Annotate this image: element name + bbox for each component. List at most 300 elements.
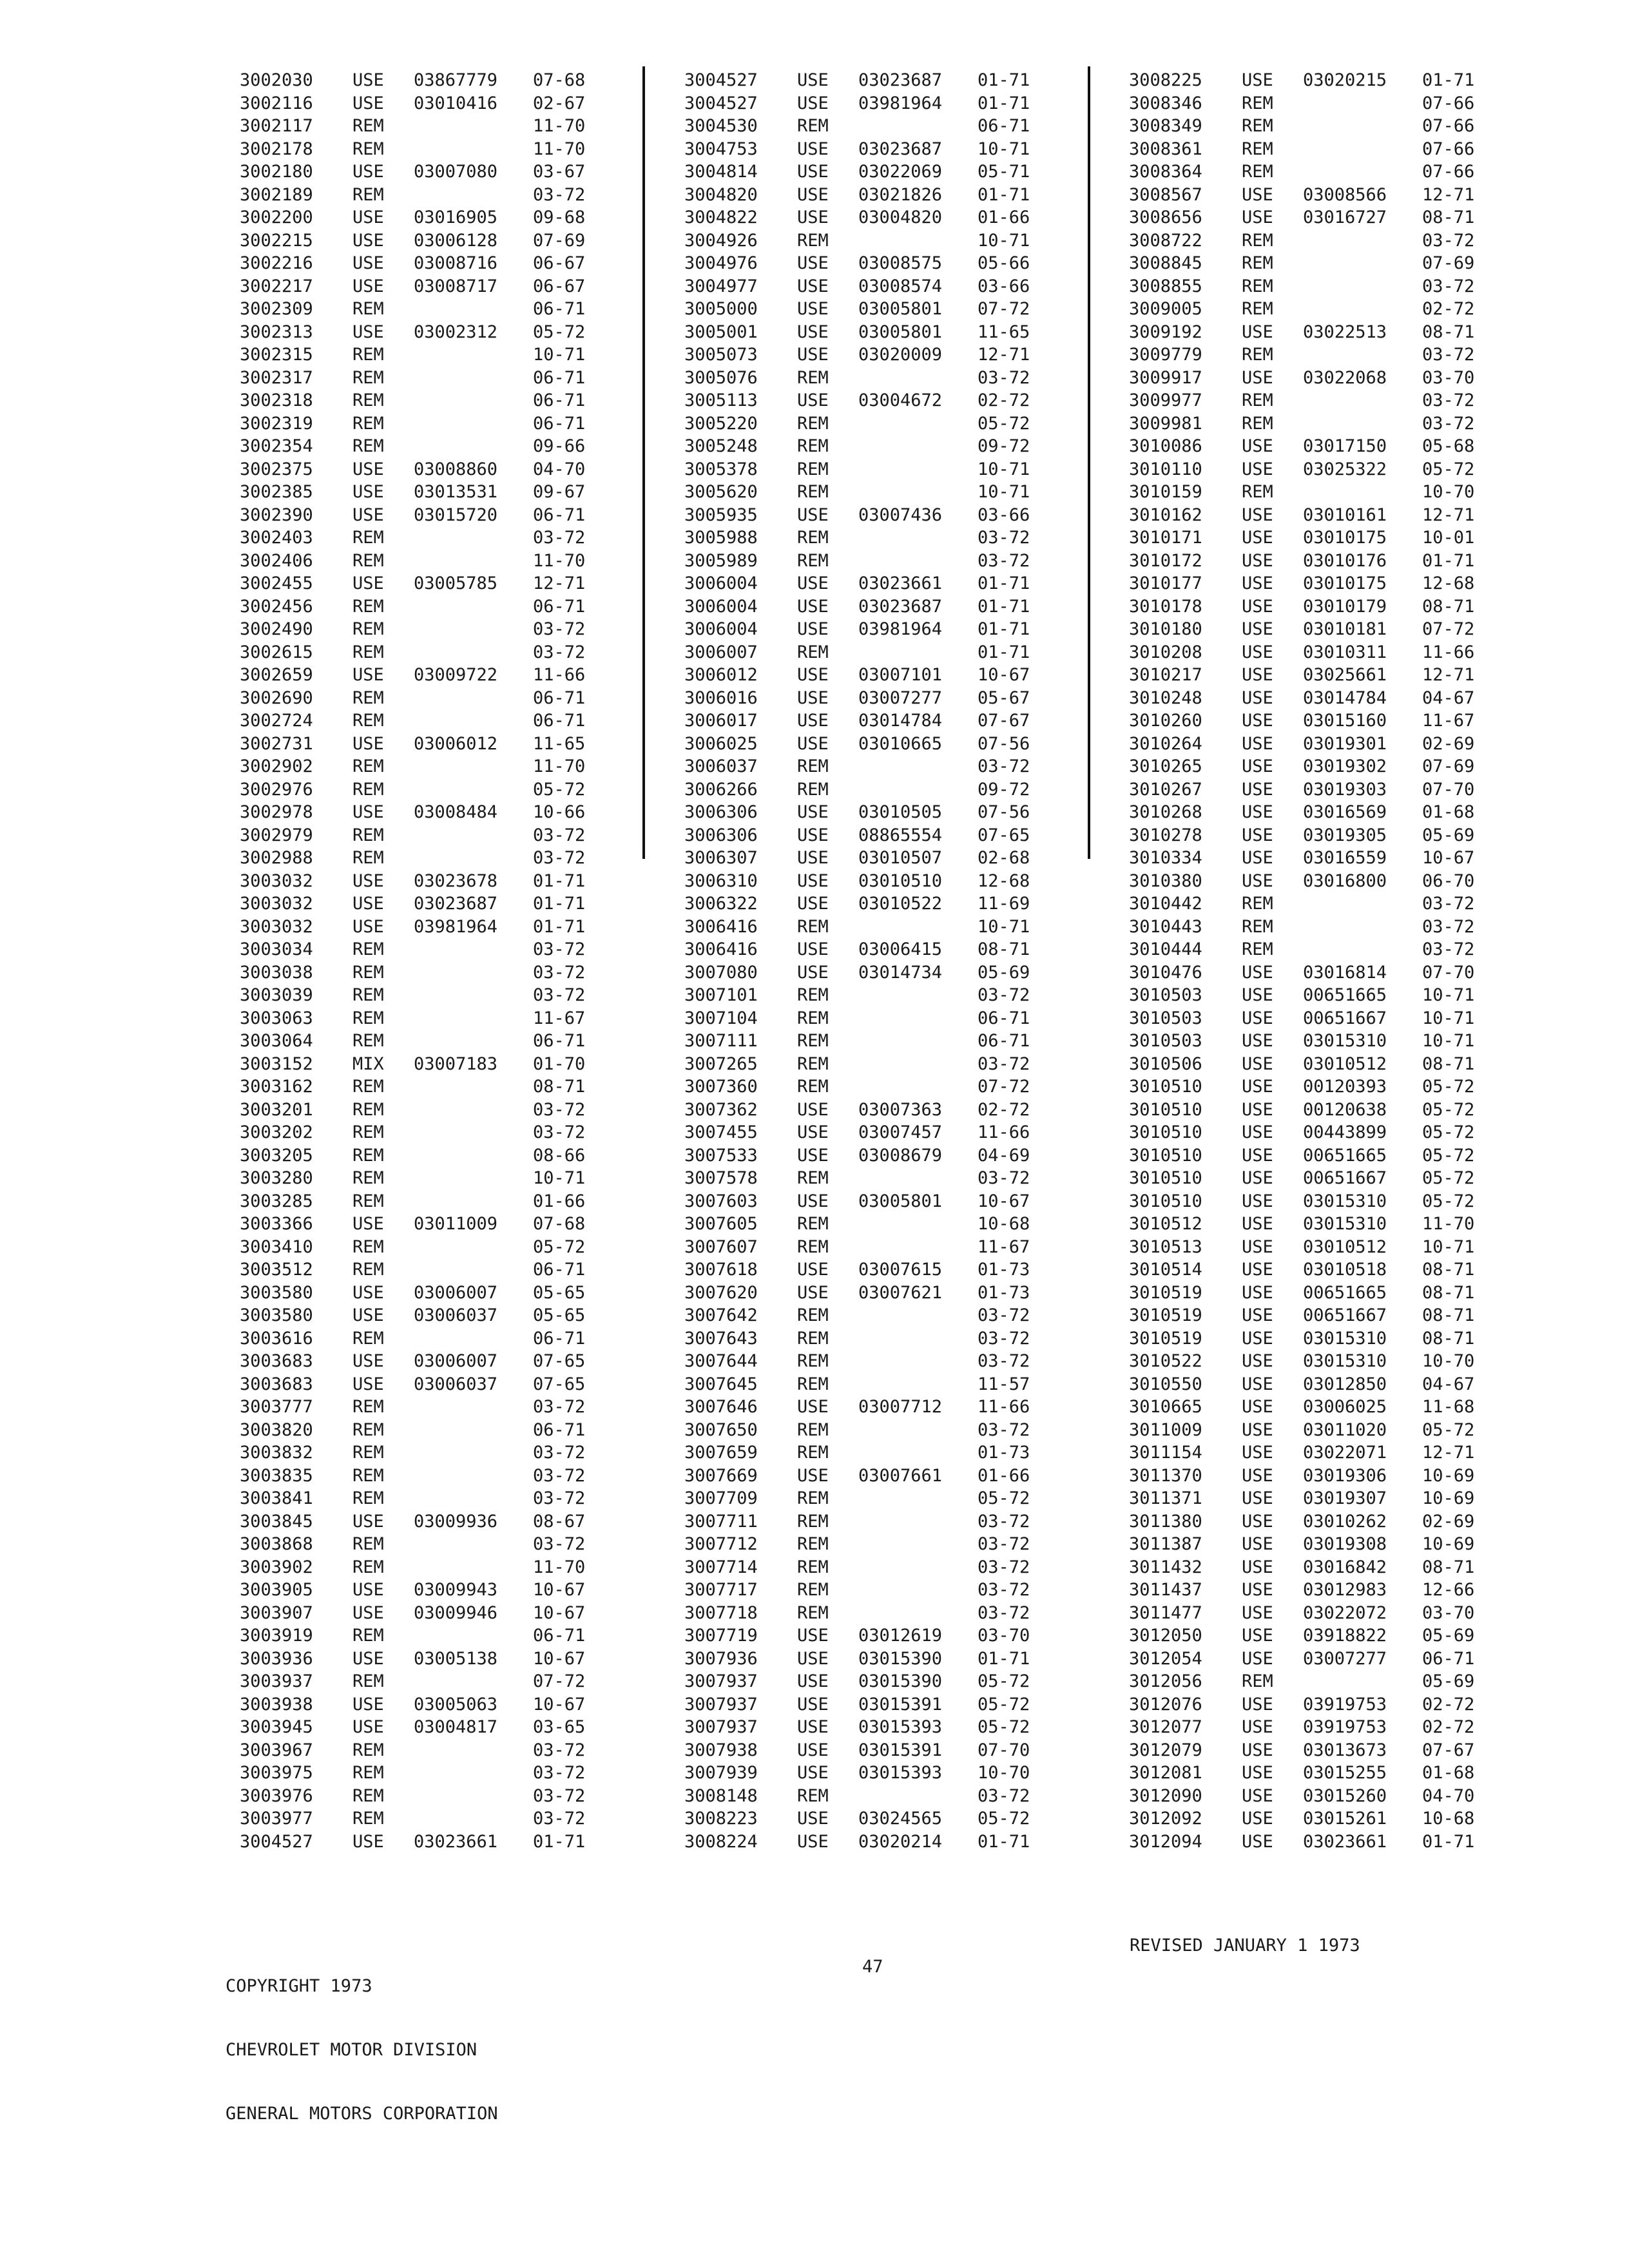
part-number: 3010180 (1129, 619, 1202, 639)
parts-entry-row (1129, 1396, 1516, 1419)
part-number: 3002216 (240, 253, 313, 273)
effective-date: 10-67 (978, 665, 1030, 685)
part-number: 3007711 (684, 1511, 758, 1532)
effective-date: 01-71 (978, 619, 1030, 639)
parts-entry-row (1129, 618, 1516, 641)
action-code: REM (352, 1168, 384, 1188)
column-divider (1088, 66, 1090, 859)
parts-entry-row (1129, 343, 1516, 367)
part-number: 3010510 (1129, 1168, 1202, 1188)
action-code: USE (797, 253, 829, 273)
parts-entry-row (1129, 412, 1516, 436)
part-number: 3009005 (1129, 299, 1202, 319)
effective-date: 01-71 (978, 1648, 1030, 1669)
parts-entry-row (240, 984, 626, 1007)
parts-entry-row (1129, 389, 1516, 412)
replacement-part-number: 03008484 (414, 802, 498, 822)
replacement-part-number: 03010507 (858, 848, 943, 868)
effective-date: 07-66 (1422, 139, 1475, 159)
parts-entry-row (684, 1670, 1071, 1693)
effective-date: 05-71 (978, 162, 1030, 182)
effective-date: 03-72 (978, 528, 1030, 548)
part-number: 3010550 (1129, 1374, 1202, 1394)
replacement-part-number: 03005801 (858, 322, 943, 342)
revised-date: REVISED JANUARY 1 1973 (1130, 1936, 1360, 1956)
action-code: REM (352, 1809, 384, 1829)
action-code: REM (797, 1580, 829, 1600)
effective-date: 03-72 (978, 1168, 1030, 1188)
replacement-part-number: 03006025 (1303, 1397, 1387, 1417)
parts-entry-row (1129, 1030, 1516, 1053)
action-code: REM (352, 550, 384, 571)
part-number: 3008225 (1129, 70, 1202, 90)
effective-date: 10-71 (1422, 1031, 1475, 1051)
parts-entry-row (1129, 572, 1516, 595)
effective-date: 05-72 (978, 1717, 1030, 1737)
replacement-part-number: 03005801 (858, 1191, 943, 1211)
action-code: USE (1242, 1282, 1273, 1303)
parts-entry-row (684, 1785, 1071, 1808)
action-code: USE (1242, 825, 1273, 845)
replacement-part-number: 03008566 (1303, 184, 1387, 205)
action-code: USE (1242, 1831, 1273, 1852)
action-code: REM (352, 962, 384, 983)
effective-date: 11-66 (533, 665, 586, 685)
parts-entry-row (240, 1007, 626, 1030)
effective-date: 06-71 (533, 1626, 586, 1646)
replacement-part-number: 03016559 (1303, 848, 1387, 868)
effective-date: 03-72 (1422, 345, 1475, 365)
part-number: 3008148 (684, 1785, 758, 1806)
effective-date: 01-71 (978, 573, 1030, 593)
effective-date: 03-66 (978, 505, 1030, 525)
effective-date: 07-68 (533, 1214, 586, 1234)
replacement-part-number: 03007457 (858, 1122, 943, 1142)
effective-date: 01-71 (533, 1831, 586, 1852)
parts-entry-row (684, 1327, 1071, 1350)
part-number: 3008346 (1129, 93, 1202, 113)
action-code: USE (797, 802, 829, 822)
parts-entry-row (684, 1030, 1071, 1053)
action-code: USE (1242, 802, 1273, 822)
parts-entry-row (240, 1602, 626, 1625)
action-code: USE (352, 665, 384, 685)
part-number: 3006004 (684, 573, 758, 593)
replacement-part-number: 03023687 (858, 70, 943, 90)
action-code: USE (1242, 1099, 1273, 1120)
action-code: REM (797, 413, 829, 434)
replacement-part-number: 03015310 (1303, 1328, 1387, 1349)
parts-entry-row (1129, 595, 1516, 619)
effective-date: 03-72 (978, 1557, 1030, 1577)
effective-date: 03-72 (978, 550, 1030, 571)
parts-entry-row (240, 1327, 626, 1350)
part-number: 3002724 (240, 711, 313, 731)
parts-entry-row (684, 641, 1071, 664)
replacement-part-number: 03015260 (1303, 1785, 1387, 1806)
part-number: 3003835 (240, 1465, 313, 1486)
replacement-part-number: 03008574 (858, 276, 943, 296)
replacement-part-number: 03010522 (858, 894, 943, 914)
part-number: 3007618 (684, 1260, 758, 1280)
action-code: USE (352, 894, 384, 914)
effective-date: 07-68 (533, 70, 586, 90)
part-number: 3002976 (240, 779, 313, 800)
action-code: REM (352, 848, 384, 868)
part-number: 3010172 (1129, 550, 1202, 571)
part-number: 3003967 (240, 1740, 313, 1760)
action-code: USE (352, 573, 384, 593)
parts-entry-row (684, 984, 1071, 1007)
action-code: USE (352, 230, 384, 251)
replacement-part-number: 03008860 (414, 459, 498, 479)
replacement-part-number: 03013673 (1303, 1740, 1387, 1760)
part-number: 3012081 (1129, 1763, 1202, 1783)
parts-entry-row (1129, 1213, 1516, 1236)
part-number: 3010512 (1129, 1214, 1202, 1234)
part-number: 3006307 (684, 848, 758, 868)
part-number: 3007607 (684, 1236, 758, 1257)
action-code: USE (797, 505, 829, 525)
part-number: 3010278 (1129, 825, 1202, 845)
effective-date: 12-71 (978, 345, 1030, 365)
part-number: 3004926 (684, 230, 758, 251)
parts-entry-row (1129, 1739, 1516, 1762)
action-code: USE (1242, 779, 1273, 800)
effective-date: 01-68 (1422, 1763, 1475, 1783)
action-code: REM (352, 1626, 384, 1646)
part-number: 3010178 (1129, 596, 1202, 617)
part-number: 3010514 (1129, 1260, 1202, 1280)
replacement-part-number: 03015390 (858, 1671, 943, 1691)
parts-entry-row (684, 870, 1071, 893)
replacement-part-number: 00651667 (1303, 1305, 1387, 1325)
part-number: 3012056 (1129, 1671, 1202, 1691)
parts-entry-row (240, 1350, 626, 1373)
action-code: USE (1242, 848, 1273, 868)
effective-date: 05-72 (978, 1809, 1030, 1829)
parts-entry-row (240, 1831, 626, 1854)
parts-entry-row (1129, 1350, 1516, 1373)
parts-entry-row (240, 160, 626, 184)
effective-date: 06-71 (533, 596, 586, 617)
parts-column-3 (1129, 69, 1516, 1853)
part-number: 3007659 (684, 1443, 758, 1463)
replacement-part-number: 03005785 (414, 573, 498, 593)
effective-date: 08-71 (1422, 322, 1475, 342)
part-number: 3005378 (684, 459, 758, 479)
part-number: 3005988 (684, 528, 758, 548)
part-number: 3010510 (1129, 1191, 1202, 1211)
action-code: USE (1242, 619, 1273, 639)
part-number: 3008855 (1129, 276, 1202, 296)
parts-entry-row (1129, 321, 1516, 344)
action-code: USE (352, 1214, 384, 1234)
action-code: USE (352, 916, 384, 937)
replacement-part-number: 03015310 (1303, 1191, 1387, 1211)
parts-entry-row (684, 1739, 1071, 1762)
action-code: USE (1242, 1419, 1273, 1440)
action-code: USE (1242, 1717, 1273, 1737)
effective-date: 10-71 (978, 482, 1030, 502)
replacement-part-number: 03023661 (414, 1831, 498, 1852)
part-number: 3003580 (240, 1305, 313, 1325)
parts-entry-row (1129, 1121, 1516, 1144)
action-code: USE (797, 939, 829, 959)
part-number: 3002731 (240, 733, 313, 754)
replacement-part-number: 03016905 (414, 207, 498, 227)
replacement-part-number: 03981964 (414, 916, 498, 937)
parts-entry-row (684, 1510, 1071, 1533)
replacement-part-number: 03008679 (858, 1145, 943, 1166)
part-number: 3010444 (1129, 939, 1202, 959)
parts-entry-row (240, 892, 626, 916)
effective-date: 06-71 (978, 116, 1030, 136)
effective-date: 06-71 (533, 413, 586, 434)
effective-date: 04-69 (978, 1145, 1030, 1166)
part-number: 3002978 (240, 802, 313, 822)
parts-entry-row (1129, 938, 1516, 961)
part-number: 3012077 (1129, 1717, 1202, 1737)
parts-entry-row (240, 367, 626, 390)
parts-entry-row (1129, 1487, 1516, 1510)
action-code: REM (797, 1031, 829, 1051)
part-number: 3002988 (240, 848, 313, 868)
part-number: 3006416 (684, 916, 758, 937)
replacement-part-number: 03015160 (1303, 711, 1387, 731)
parts-entry-row (684, 1053, 1071, 1076)
part-number: 3002375 (240, 459, 313, 479)
effective-date: 03-72 (978, 1580, 1030, 1600)
effective-date: 03-72 (1422, 939, 1475, 959)
part-number: 3011437 (1129, 1580, 1202, 1600)
part-number: 3005076 (684, 367, 758, 388)
parts-entry-row (240, 550, 626, 573)
action-code: USE (352, 322, 384, 342)
parts-entry-row (684, 1075, 1071, 1099)
copyright-line: COPYRIGHT 1973 (226, 1976, 372, 1996)
effective-date: 05-72 (1422, 459, 1475, 479)
action-code: USE (1242, 1236, 1273, 1257)
parts-entry-row (684, 755, 1071, 778)
action-code: USE (1242, 687, 1273, 708)
replacement-part-number: 03021826 (858, 184, 943, 205)
part-number: 3007645 (684, 1374, 758, 1394)
action-code: USE (797, 1809, 829, 1829)
part-number: 3006004 (684, 619, 758, 639)
replacement-part-number: 03023687 (858, 596, 943, 617)
parts-entry-row (1129, 1373, 1516, 1396)
effective-date: 03-72 (978, 1305, 1030, 1325)
parts-entry-row (684, 892, 1071, 916)
effective-date: 06-71 (1422, 1648, 1475, 1669)
parts-entry-row (684, 412, 1071, 436)
parts-entry-row (240, 298, 626, 321)
effective-date: 03-72 (533, 1534, 586, 1554)
part-number: 3002317 (240, 367, 313, 388)
parts-entry-row (684, 1716, 1071, 1739)
part-number: 3010506 (1129, 1053, 1202, 1074)
parts-entry-row (240, 1693, 626, 1716)
action-code: REM (352, 528, 384, 548)
part-number: 3010519 (1129, 1328, 1202, 1349)
action-code: USE (797, 733, 829, 754)
part-number: 3012054 (1129, 1648, 1202, 1669)
action-code: USE (1242, 573, 1273, 593)
part-number: 3006012 (684, 665, 758, 685)
replacement-part-number: 03016800 (1303, 870, 1387, 891)
parts-entry-row (684, 938, 1071, 961)
replacement-part-number: 03009722 (414, 665, 498, 685)
effective-date: 01-66 (978, 207, 1030, 227)
action-code: USE (797, 665, 829, 685)
part-number: 3007642 (684, 1305, 758, 1325)
parts-entry-row (1129, 1624, 1516, 1648)
action-code: REM (797, 1351, 829, 1371)
action-code: REM (352, 1191, 384, 1211)
action-code: USE (352, 1602, 384, 1623)
action-code: USE (352, 207, 384, 227)
effective-date: 02-69 (1422, 733, 1475, 754)
part-number: 3003976 (240, 1785, 313, 1806)
replacement-part-number: 03020215 (1303, 70, 1387, 90)
replacement-part-number: 03019306 (1303, 1465, 1387, 1486)
replacement-part-number: 03015720 (414, 505, 498, 525)
part-number: 3003832 (240, 1443, 313, 1463)
action-code: USE (1242, 1443, 1273, 1463)
action-code: REM (797, 1511, 829, 1532)
effective-date: 05-72 (978, 1694, 1030, 1715)
parts-entry-row (1129, 687, 1516, 710)
part-number: 3007937 (684, 1717, 758, 1737)
part-number: 3006322 (684, 894, 758, 914)
effective-date: 10-71 (1422, 1236, 1475, 1257)
parts-entry-row (684, 184, 1071, 207)
part-number: 3006016 (684, 687, 758, 708)
part-number: 3010503 (1129, 1031, 1202, 1051)
action-code: USE (352, 1282, 384, 1303)
action-code: REM (797, 1443, 829, 1463)
replacement-part-number: 03022513 (1303, 322, 1387, 342)
action-code: REM (797, 1488, 829, 1508)
effective-date: 12-71 (1422, 1443, 1475, 1463)
action-code: REM (352, 1763, 384, 1783)
parts-entry-row (1129, 298, 1516, 321)
part-number: 3005989 (684, 550, 758, 571)
replacement-part-number: 03012983 (1303, 1580, 1387, 1600)
parts-entry-row (684, 275, 1071, 298)
parts-entry-row (684, 389, 1071, 412)
part-number: 3010443 (1129, 916, 1202, 937)
parts-entry-row (684, 595, 1071, 619)
effective-date: 10-71 (1422, 1008, 1475, 1028)
parts-entry-row (1129, 733, 1516, 756)
parts-entry-row (1129, 1099, 1516, 1122)
replacement-part-number: 03014734 (858, 962, 943, 983)
parts-entry-row (684, 115, 1071, 138)
action-code: USE (797, 1122, 829, 1142)
effective-date: 10-66 (533, 802, 586, 822)
parts-entry-row (684, 69, 1071, 92)
parts-entry-row (684, 1373, 1071, 1396)
parts-entry-row (1129, 1693, 1516, 1716)
action-code: USE (352, 162, 384, 182)
effective-date: 08-71 (1422, 1305, 1475, 1325)
action-code: USE (352, 1580, 384, 1600)
parts-entry-row (1129, 1258, 1516, 1282)
replacement-part-number: 03011009 (414, 1214, 498, 1234)
action-code: USE (1242, 1168, 1273, 1188)
parts-entry-row (240, 1213, 626, 1236)
effective-date: 11-65 (533, 733, 586, 754)
action-code: USE (352, 70, 384, 90)
effective-date: 03-72 (533, 184, 586, 205)
effective-date: 06-71 (533, 505, 586, 525)
effective-date: 03-72 (533, 1763, 586, 1783)
action-code: USE (1242, 1580, 1273, 1600)
part-number: 3002403 (240, 528, 313, 548)
effective-date: 10-67 (533, 1648, 586, 1669)
replacement-part-number: 03010512 (1303, 1236, 1387, 1257)
action-code: USE (1242, 1374, 1273, 1394)
action-code: REM (352, 1671, 384, 1691)
effective-date: 10-71 (978, 916, 1030, 937)
effective-date: 03-72 (533, 985, 586, 1005)
action-code: USE (797, 848, 829, 868)
parts-entry-row (1129, 1510, 1516, 1533)
action-code: USE (1242, 1145, 1273, 1166)
part-number: 3011380 (1129, 1511, 1202, 1532)
action-code: REM (352, 1260, 384, 1280)
action-code: REM (352, 1122, 384, 1142)
action-code: USE (352, 505, 384, 525)
parts-entry-row (240, 1099, 626, 1122)
part-number: 3002659 (240, 665, 313, 685)
part-number: 3007937 (684, 1671, 758, 1691)
effective-date: 11-69 (978, 894, 1030, 914)
replacement-part-number: 03008717 (414, 276, 498, 296)
parts-entry-row (1129, 1053, 1516, 1076)
effective-date: 06-71 (978, 1031, 1030, 1051)
effective-date: 11-70 (533, 139, 586, 159)
effective-date: 10-68 (1422, 1809, 1475, 1829)
effective-date: 08-71 (1422, 207, 1475, 227)
part-number: 3011477 (1129, 1602, 1202, 1623)
effective-date: 05-66 (978, 253, 1030, 273)
part-number: 3007603 (684, 1191, 758, 1211)
action-code: USE (1242, 1488, 1273, 1508)
part-number: 3007650 (684, 1419, 758, 1440)
action-code: USE (1242, 70, 1273, 90)
replacement-part-number: 03010175 (1303, 528, 1387, 548)
parts-entry-row (240, 664, 626, 687)
part-number: 3010510 (1129, 1099, 1202, 1120)
replacement-part-number: 03006007 (414, 1282, 498, 1303)
replacement-part-number: 03004817 (414, 1717, 498, 1737)
part-number: 3006416 (684, 939, 758, 959)
action-code: USE (1242, 985, 1273, 1005)
part-number: 3011387 (1129, 1534, 1202, 1554)
replacement-part-number: 03005063 (414, 1694, 498, 1715)
replacement-part-number: 03010512 (1303, 1053, 1387, 1074)
replacement-part-number: 03005138 (414, 1648, 498, 1669)
replacement-part-number: 03010161 (1303, 505, 1387, 525)
parts-entry-row (684, 1762, 1071, 1785)
parts-entry-row (1129, 755, 1516, 778)
action-code: REM (352, 687, 384, 708)
part-number: 3012090 (1129, 1785, 1202, 1806)
replacement-part-number: 03022069 (858, 162, 943, 182)
